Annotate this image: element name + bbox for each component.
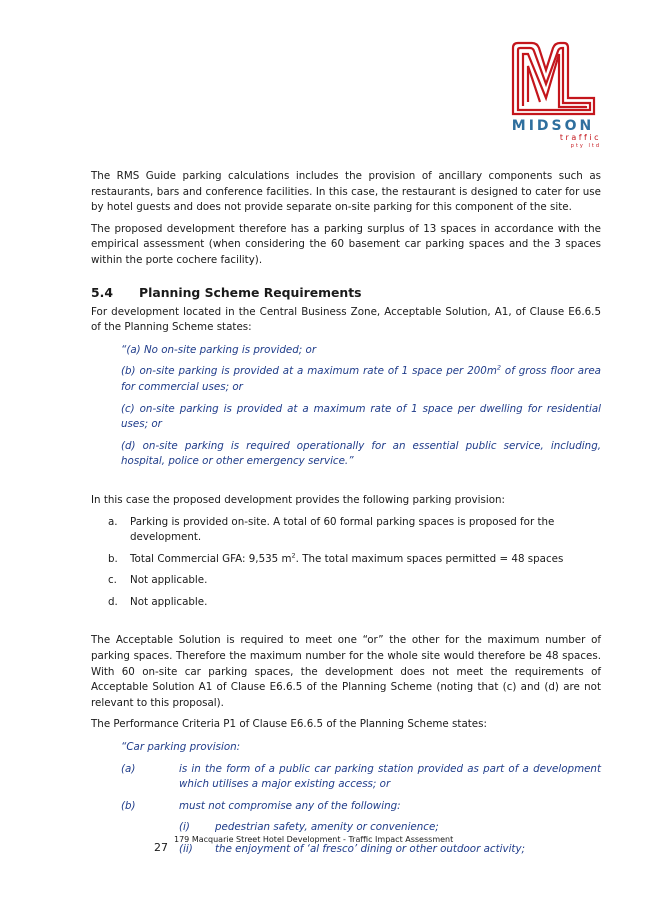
midson-logo	[503, 40, 603, 152]
quote-item-c: (c) on-site parking is provided at a maximum rate of 1 space per dwelling for residential uses; or	[121, 402, 601, 431]
list-text-start: Total Commercial GFA: 9,535 m	[130, 552, 292, 565]
paragraph-rms-guide: The RMS Guide parking calculations includes the provision of ancillary components such as restaurants, bars and conference facilities. In this case, the restaurant is designed to cater for use by hotel guests and does not provide separate on-site parking for this component of the site.	[91, 170, 601, 214]
list-marker: b.	[108, 552, 118, 565]
document-body	[91, 169, 601, 864]
list-item	[91, 573, 601, 589]
quote-item-b-text: (b) on-site parking is provided at a maximum rate of 1 space per 200m	[121, 365, 497, 378]
list-item	[91, 552, 601, 568]
paragraph-performance-criteria: The Performance Criteria P1 of Clause E6.6.5 of the Planning Scheme states:	[91, 718, 487, 731]
midson-logo-mark	[510, 40, 596, 116]
section-heading	[91, 285, 601, 301]
quote-item-b	[121, 364, 601, 395]
clause-marker: (i)	[179, 821, 190, 834]
logo-subtitle: traffic	[559, 133, 601, 142]
list-marker: c.	[108, 574, 117, 587]
clause-marker: (ii)	[179, 843, 193, 855]
list-item	[91, 515, 601, 546]
quote-item-a: “(a) No on-site parking is provided; or	[121, 343, 317, 356]
list-text: Not applicable.	[130, 595, 208, 608]
list-text	[130, 552, 563, 568]
section-number: 5.4	[91, 284, 113, 300]
list-marker: d.	[108, 595, 118, 608]
list-text: Not applicable.	[130, 574, 208, 587]
footer-title: 179 Macquarie Street Hotel Development - Traffic Impact Assessment	[174, 835, 454, 844]
clause-text: is in the form of a public car parking station provided as part of a development which utilises a major existing access; or	[179, 762, 601, 791]
clause-text: pedestrian safety, amenity or convenience;	[215, 821, 439, 834]
page-number: 27	[154, 841, 168, 854]
quote-item-b-text-end: of gross floor area for commercial uses; or	[121, 365, 601, 393]
quote-lead: “Car parking provision:	[121, 741, 241, 754]
paragraph-surplus: The proposed development therefore has a parking surplus of 13 spaces in accordance with the empirical assessment (when considering the 60 basement car parking spaces and the 3 spaces within the porte cochere facility).	[91, 222, 601, 266]
quote-item-b-sup: 2	[496, 363, 502, 372]
logo-wordmark: MIDSON	[511, 118, 595, 134]
clause-marker: (a)	[121, 762, 136, 775]
quote-clause-b	[121, 799, 601, 815]
paragraph-provision-intro: In this case the proposed development provides the following parking provision:	[91, 493, 505, 506]
quote-subclause-ii	[121, 842, 601, 858]
quote-acceptable-solution	[121, 343, 601, 470]
list-item	[91, 595, 601, 611]
paragraph-acceptable-solution: The Acceptable Solution is required to meet one “or” the other for the maximum number of parking spaces. Therefore the maximum number for the whole site would therefore be 48 spaces. With 60 on-site car parking spaces, the development does not meet the requirements of Acceptable Solution A1 of Clause E6.6.5 of the Planning Scheme (noting that (c) and (d) are not relevant to this proposal).	[91, 634, 601, 709]
list-text-end: . The total maximum spaces permitted = 48 spaces	[295, 552, 564, 565]
provision-list	[91, 515, 601, 611]
quote-item-d: (d) on-site parking is required operationally for an essential public service, including, hospital, police or other emergency service.”	[121, 439, 601, 468]
clause-marker: (b)	[121, 799, 136, 812]
logo-subtitle-2: pty ltd	[570, 143, 601, 149]
quote-subclause-i	[121, 820, 601, 836]
paragraph-section-intro: For development located in the Central Business Zone, Acceptable Solution, A1, of Clause E6.6.5 of the Planning Scheme states:	[91, 305, 601, 334]
clause-text: must not compromise any of the following:	[179, 799, 401, 812]
list-text-sup: 2	[291, 551, 296, 560]
list-marker: a.	[108, 515, 118, 528]
clause-text: the enjoyment of ‘al fresco’ dining or other outdoor activity;	[215, 843, 526, 855]
section-title: Planning Scheme Requirements	[139, 284, 362, 300]
quote-clause-a	[121, 762, 601, 793]
list-text: Parking is provided on-site. A total of 60 formal parking spaces is proposed for the development.	[130, 515, 555, 544]
